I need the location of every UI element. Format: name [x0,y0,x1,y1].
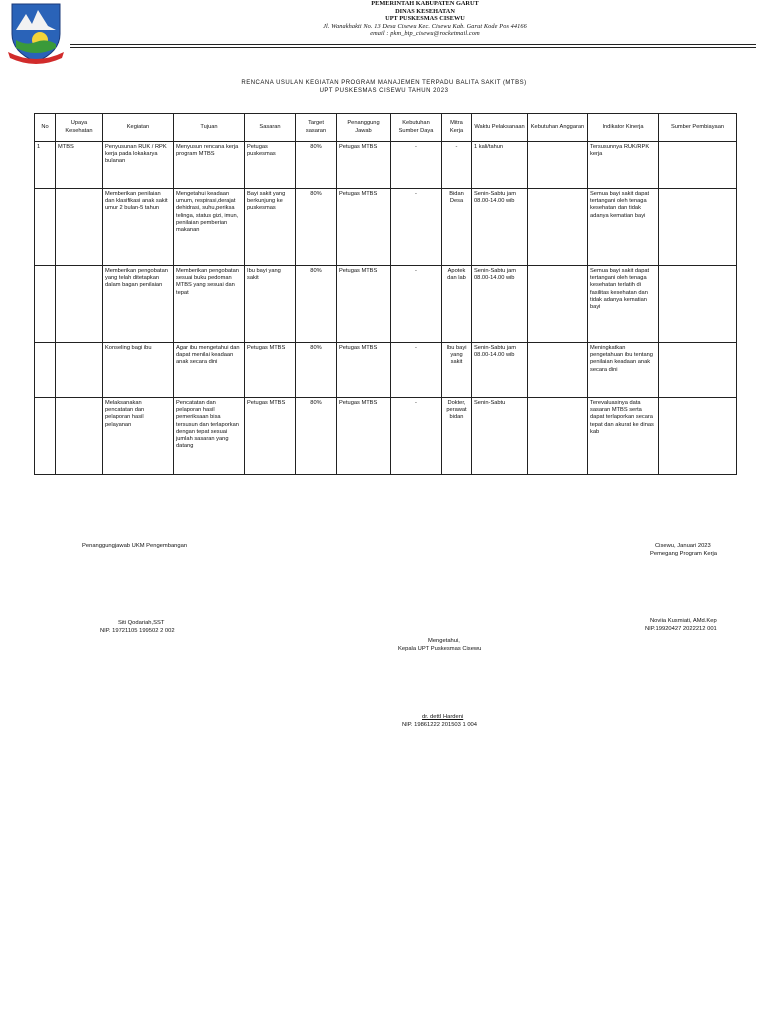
table-cell: Dokter, perawat bidan [442,398,472,475]
table-cell: 1 kali/tahun [472,142,528,189]
left-signature-role: Penanggungjawab UKM Pengembangan [82,543,188,549]
table-cell: Memberikan penilaian dan klasifikasi anak sakit umur 2 bulan-5 tahun [103,189,174,266]
kop-line3: UPT PUSKESMAS CISEWU [385,15,465,23]
document-title [100,79,668,95]
table-cell: Pencatatan dan pelaporan hasil pemeriksaan bisa tersusun dan terlaporkan dengan tepat sesuai jumlah sasaran yang datang [174,398,245,475]
table-cell: Petugas MTBS [337,266,391,343]
column-header: Kegiatan [103,114,174,142]
table-cell: - [391,189,442,266]
table-cell [56,398,103,475]
table-cell: Penyusunan RUK / RPK kerja pada lokakarya bulanan [103,142,174,189]
table-cell: Petugas MTBS [337,398,391,475]
table-cell: Tersusunnya RUK/RPK kerja [588,142,659,189]
table-cell: Mengetahui keadaan umum, respirasi,derajat dehidrasi, suhu,periksa telinga, status gizi, imun, penilaian pemberian makanan [174,189,245,266]
table-row [35,142,737,189]
right-place-date: Cisewu, Januari 2023 [655,543,711,549]
table-cell: Apotek dan lab [442,266,472,343]
table-cell: - [391,142,442,189]
table-cell: Melaksanakan pencatatan dan pelaporan hasil pelayanan [103,398,174,475]
kop-line2: DINAS KESEHATAN [395,7,455,15]
column-header: Mitra Kerja [442,114,472,142]
letterhead [200,0,650,38]
table-cell: Petugas MTBS [245,343,296,398]
column-header: Sasaran [245,114,296,142]
left-signature-name: Siti Qodariah,SST [118,620,165,626]
table-header-row [35,114,737,142]
table-cell: Senin-Sabtu [472,398,528,475]
table-cell [35,266,56,343]
table-cell: Menyusun rencana kerja program MTBS [174,142,245,189]
table-cell: 80% [296,266,337,343]
table-cell: - [391,398,442,475]
table-row [35,266,737,343]
table-cell: - [391,266,442,343]
table-cell: Agar ibu mengetahui dan dapat menilai keadaan anak secara dini [174,343,245,398]
center-acknowledged-label: Mengetahui, [428,638,460,644]
table-cell: 80% [296,343,337,398]
column-header: Kebutuhan Sumber Daya [391,114,442,142]
letterhead-rule-thin [70,47,756,48]
center-signature-nip: NIP. 19861222 201503 1 004 [402,722,477,728]
table-cell [528,343,588,398]
table-cell: Ibu bayi yang sakit [442,343,472,398]
table-cell: - [442,142,472,189]
table-cell [35,343,56,398]
title-line2: UPT PUSKESMAS CISEWU TAHUN 2023 [319,88,449,94]
table-cell [659,189,737,266]
table-cell [56,266,103,343]
right-signature-name: Noviia Kusmiati, AMd.Kep [650,618,717,624]
table-row [35,343,737,398]
table-cell [56,343,103,398]
table-cell: - [391,343,442,398]
table-cell: Konseling bagi ibu [103,343,174,398]
center-signature-role: Kepala UPT Puskesmas Cisewu [398,646,482,652]
table-cell [35,398,56,475]
column-header: Upaya Kesehatan [56,114,103,142]
table-cell: Senin-Sabtu jam 08.00-14.00 wib [472,266,528,343]
letterhead-rule [70,44,756,45]
table-row [35,398,737,475]
table-cell: Petugas MTBS [245,398,296,475]
table-cell [659,142,737,189]
table-cell: Senin-Sabtu jam 08.00-14.00 wib [472,343,528,398]
right-signature-nip: NIP.19920427 2022212 001 [645,626,717,632]
table-cell [35,189,56,266]
table-cell: Memberikan pengobatan sesuai buku pedoman MTBS yang sesuai dan tepat [174,266,245,343]
table-cell: Bidan Desa [442,189,472,266]
activity-plan-table [34,113,737,475]
table-cell: Bayi sakit yang berkunjung ke puskesmas [245,189,296,266]
table-cell: Terevaluasinya data sasaran MTBS serta dapat terlaporkan secara tepat dan akurat ke dinas kab [588,398,659,475]
column-header: Waktu Pelaksanaan [472,114,528,142]
kop-line1: PEMERINTAH KABUPATEN GARUT [371,0,479,7]
table-cell [528,142,588,189]
table-cell [528,189,588,266]
right-signature-role: Pemegang Program Kerja [650,551,718,557]
column-header: Indikator Kinerja [588,114,659,142]
table-cell: Petugas MTBS [337,142,391,189]
district-logo [6,0,66,66]
table-cell: Ibu bayi yang sakit [245,266,296,343]
column-header: No [35,114,56,142]
table-cell: 1 [35,142,56,189]
table-cell [56,189,103,266]
column-header: Target sasaran [296,114,337,142]
title-line1: RENCANA USULAN KEGIATAN PROGRAM MANAJEMEN TERPADU BALITA SAKIT (MTBS) [241,80,527,86]
column-header: Kebutuhan Anggaran [528,114,588,142]
table-cell: Petugas MTBS [337,343,391,398]
table-cell: Petugas MTBS [337,189,391,266]
column-header: Sumber Pembiayaan [659,114,737,142]
table-row [35,189,737,266]
table-cell: 80% [296,189,337,266]
table-cell [528,266,588,343]
kop-address: Jl. Wanakhakti No. 13 Desa Cisewu Kec. Cisewu Kab. Garut Kode Pos 44166 [323,22,527,30]
table-cell: 80% [296,398,337,475]
table-cell [528,398,588,475]
table-cell: MTBS [56,142,103,189]
table-cell: Meningkatkan pengetahuan ibu tentang penilaian keadaan anak secara dini [588,343,659,398]
table-cell: Semua bayi sakit dapat tertangani oleh tenaga kesehatan dan tidak adanya kematian bayi [588,189,659,266]
column-header: Tujuan [174,114,245,142]
table-cell: Semua bayi sakit dapat tertangani oleh tenaga kesehatan terlatih di fasilitas kesehatan dan tidak adanya kematian bayi [588,266,659,343]
column-header: Penanggung Jawab [337,114,391,142]
table-cell: Senin-Sabtu jam 08.00-14.00 wib [472,189,528,266]
table-cell [659,266,737,343]
table-cell: Memberikan pengobatan yang telah ditetapkan dalam bagan penilaian [103,266,174,343]
left-signature-nip: NIP. 19721105 199502 2 002 [100,628,175,634]
center-signature-name: dr. dettI Hardeni [422,714,464,720]
table-cell: Petugas puskesmas [245,142,296,189]
table-cell [659,343,737,398]
kop-email: email : pkm_btp_cisewu@rocketmail.com [370,30,480,38]
table-cell: 80% [296,142,337,189]
table-cell [659,398,737,475]
